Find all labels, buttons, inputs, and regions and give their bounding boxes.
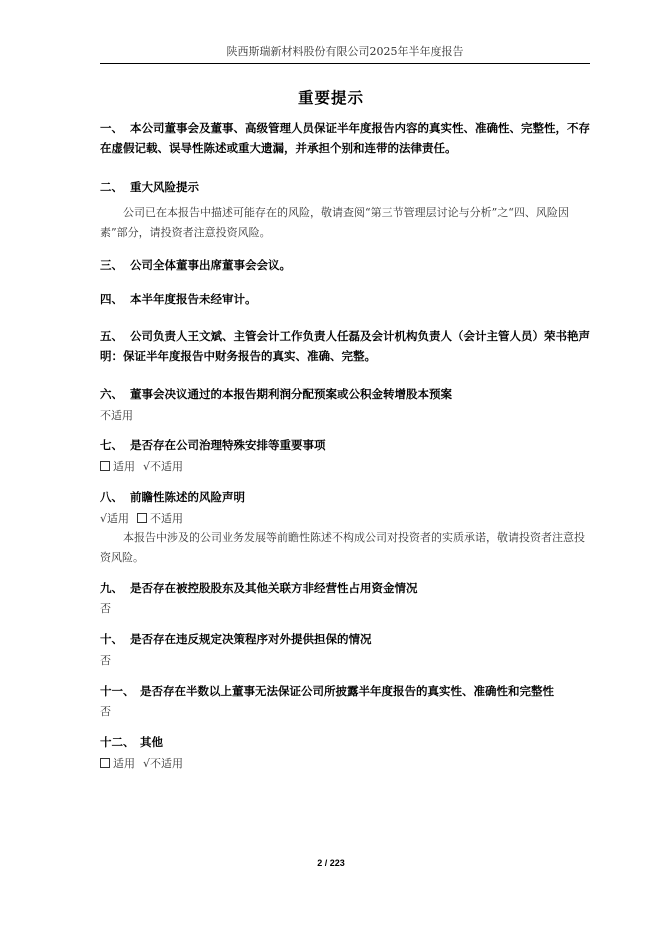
item-8-body: 本报告中涉及的公司业务发展等前瞻性陈述不构成公司对投资者的实质承诺，敬请投资者注意投资风险。 <box>100 531 585 564</box>
running-header: 陕西斯瑞新材料股份有限公司2025年半年度报告 <box>226 45 464 58</box>
option-not-applicable: √不适用 <box>143 460 184 473</box>
item-heading: 是否存在公司治理特殊安排等重要事项 <box>130 438 326 452</box>
item-number: 三、 <box>100 258 123 272</box>
item-6-heading <box>100 384 590 404</box>
item-number: 十、 <box>100 632 123 646</box>
item-heading: 其他 <box>140 735 163 749</box>
item-7-heading <box>100 435 590 455</box>
item-number: 二、 <box>100 180 123 194</box>
checkbox-icon <box>100 758 110 768</box>
item-text: 公司全体董事出席董事会会议。 <box>130 258 291 272</box>
item-heading: 重大风险提示 <box>130 180 199 194</box>
item-number: 一、 <box>100 121 123 135</box>
item-text: 公司负责人王文斌、主管会计工作负责人任磊及会计机构负责人（会计主管人员）荣书艳声明：保证半年度报告中财务报告的真实、准确、完整。 <box>100 329 590 363</box>
item-2-body: 公司已在本报告中描述可能存在的风险，敬请查阅“第三节管理层讨论与分析”之“四、风险因素”部分，请投资者注意投资风险。 <box>100 206 569 239</box>
checkbox-icon <box>137 513 147 523</box>
checkbox-icon <box>100 461 110 471</box>
item-heading: 是否存在被控股股东及其他关联方非经营性占用资金情况 <box>130 581 418 595</box>
item-number: 六、 <box>100 387 123 401</box>
item-10-body: 否 <box>100 654 111 667</box>
item-11-body: 否 <box>100 705 111 718</box>
item-heading: 是否存在违反规定决策程序对外提供担保的情况 <box>130 632 372 646</box>
option-applicable: 适用 <box>113 757 135 770</box>
option-applicable: 适用 <box>113 460 135 473</box>
item-number: 十一、 <box>100 684 135 698</box>
item-2-heading <box>100 177 590 197</box>
option-not-applicable: √不适用 <box>143 757 184 770</box>
item-6-body: 不适用 <box>100 409 133 422</box>
header-rule <box>100 63 590 64</box>
item-9-heading <box>100 578 590 598</box>
item-number: 九、 <box>100 581 123 595</box>
option-not-applicable: 不适用 <box>150 512 184 525</box>
item-10-heading <box>100 629 590 649</box>
item-9-body: 否 <box>100 602 111 615</box>
item-3 <box>100 255 590 275</box>
item-1 <box>100 118 590 158</box>
item-text: 本半年度报告未经审计。 <box>130 292 257 306</box>
item-5 <box>100 326 590 366</box>
item-12-options <box>100 754 590 774</box>
item-number: 十二、 <box>100 735 135 749</box>
item-number: 四、 <box>100 292 123 306</box>
item-12-heading <box>100 732 590 752</box>
item-7-options <box>100 457 590 477</box>
item-number: 五、 <box>100 329 123 343</box>
item-heading: 董事会决议通过的本报告期利润分配预案或公积金转增股本预案 <box>130 387 452 401</box>
item-8-options <box>100 509 590 529</box>
item-heading: 是否存在半数以上董事无法保证公司所披露半年度报告的真实性、准确性和完整性 <box>140 684 554 698</box>
item-number: 七、 <box>100 438 123 452</box>
page-number: 2 / 223 <box>317 858 345 868</box>
item-number: 八、 <box>100 490 123 504</box>
item-4 <box>100 289 590 309</box>
item-8-heading <box>100 487 590 507</box>
item-heading: 前瞻性陈述的风险声明 <box>130 490 245 504</box>
item-11-heading <box>100 681 590 701</box>
option-applicable: √适用 <box>100 512 130 525</box>
item-text: 本公司董事会及董事、高级管理人员保证半年度报告内容的真实性、准确性、完整性，不存在虚假记载、误导性陈述或重大遗漏，并承担个别和连带的法律责任。 <box>100 121 590 155</box>
page-title: 重要提示 <box>297 88 364 107</box>
